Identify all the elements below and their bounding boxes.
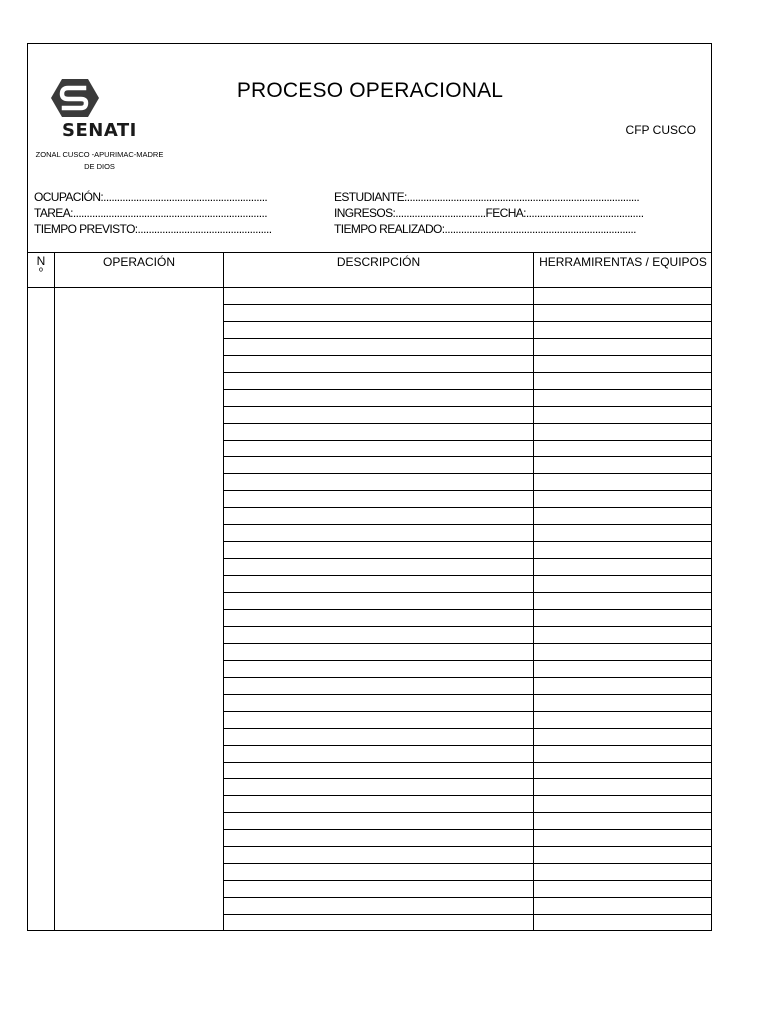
table-row-line <box>223 728 712 729</box>
table-row-line <box>223 677 712 678</box>
table-row-line <box>223 745 712 746</box>
table-row-line <box>223 423 712 424</box>
table-row-line <box>223 406 712 407</box>
table-row-line <box>223 541 712 542</box>
table-row-line <box>223 643 712 644</box>
table-row-line <box>223 660 712 661</box>
zonal-label <box>32 149 167 173</box>
table-row-line <box>223 456 712 457</box>
field-tarea[interactable]: TAREA:....................................................................... <box>34 206 267 220</box>
column-header-herramientas: HERRAMIRENTAS / EQUIPOS <box>539 255 707 269</box>
table-row-line <box>223 795 712 796</box>
column-header-descripcion: DESCRIPCIÓN <box>336 255 421 269</box>
zonal-line-2: DE DIOS <box>84 162 115 171</box>
column-divider <box>54 252 55 931</box>
field-tiempo-previsto[interactable]: TIEMPO PREVISTO:................................................. <box>34 222 272 236</box>
table-row-line <box>223 626 712 627</box>
table-row-line <box>223 304 712 305</box>
table-row-line <box>223 338 712 339</box>
center-label: CFP CUSCO <box>625 123 696 137</box>
table-top-border <box>28 252 712 253</box>
field-ingresos-fecha[interactable]: INGRESOS:.................................FECHA:........................................... <box>334 206 644 220</box>
table-row-line <box>223 829 712 830</box>
table-row-line <box>223 778 712 779</box>
table-row-line <box>223 372 712 373</box>
table-row-line <box>223 711 712 712</box>
table-row-line <box>223 846 712 847</box>
table-row-line <box>223 762 712 763</box>
table-row-line <box>223 473 712 474</box>
table-row-line <box>223 863 712 864</box>
table-row-line <box>223 440 712 441</box>
table-row-line <box>223 507 712 508</box>
table-header-bottom-border <box>28 287 712 288</box>
table-row-line <box>223 609 712 610</box>
logo-text: SENATI <box>62 120 137 141</box>
table-row-line <box>223 592 712 593</box>
field-estudiante[interactable]: ESTUDIANTE:..................................................................................... <box>334 190 640 204</box>
table-row-line <box>223 914 712 915</box>
table-row-line <box>223 897 712 898</box>
zonal-line-1: ZONAL CUSCO -APURIMAC-MADRE <box>35 150 164 159</box>
table-row-line <box>223 389 712 390</box>
field-tiempo-realizado[interactable]: TIEMPO REALIZADO:...................................................................... <box>334 222 636 236</box>
table-row-line <box>223 558 712 559</box>
table-row-line <box>223 575 712 576</box>
table-row-line <box>223 812 712 813</box>
table-row-line <box>223 355 712 356</box>
page-title: PROCESO OPERACIONAL <box>236 79 504 102</box>
senati-logo-icon <box>50 78 100 118</box>
table-row-line <box>223 490 712 491</box>
column-header-operacion: OPERACIÓN <box>102 255 175 269</box>
table-row-line <box>223 321 712 322</box>
table-row-line <box>223 880 712 881</box>
column-header-no: N º <box>36 254 46 278</box>
table-row-line <box>223 524 712 525</box>
form-border <box>27 43 712 931</box>
field-ocupacion[interactable]: OCUPACIÓN:............................................................ <box>34 190 268 204</box>
table-row-line <box>223 694 712 695</box>
